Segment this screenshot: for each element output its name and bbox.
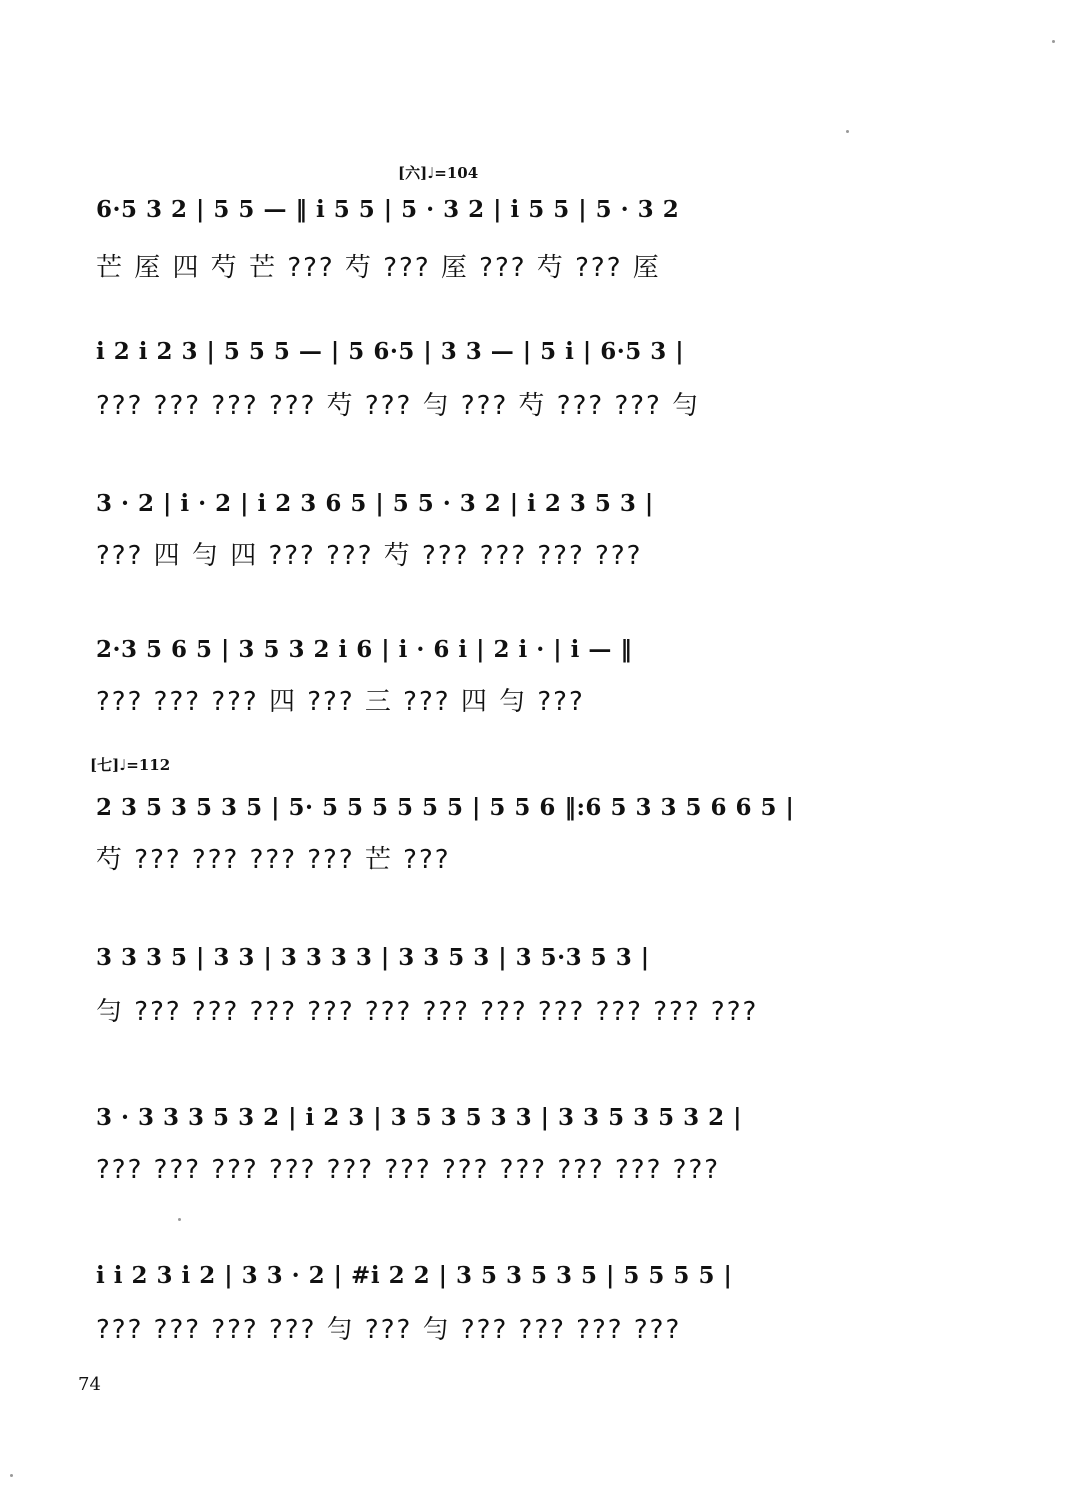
notation-line-1: 6·5 3 2 | 5 5 — ‖ i 5 5 | 5 · 3 2 | i 5 5 | 5 · 3 2 <box>96 196 680 223</box>
notation-line-4: 2·3 5 6 5 | 3 5 3 2 i 6 | i · 6 i | 2 i · | i — ‖ <box>96 636 633 663</box>
tablature-line-8: ??? ??? ??? ??? 勻 ??? 勻 ??? ??? ??? ??? <box>96 1315 682 1345</box>
scan-speck <box>10 1474 13 1477</box>
page-number: 74 <box>78 1374 101 1395</box>
scan-speck <box>1052 40 1055 43</box>
notation-line-2: i 2 i 2 3 | 5 5 5 — | 5 6·5 | 3 3 — | 5 i | 6·5 3 | <box>96 338 685 365</box>
section-marker-7: [七]♩=112 <box>90 756 171 774</box>
scan-speck <box>846 130 849 133</box>
notation-line-8: i i 2 3 i 2 | 3 3 · 2 | #i 2 2 | 3 5 3 5 3 5 | 5 5 5 5 | <box>96 1262 733 1289</box>
tablature-line-7: ??? ??? ??? ??? ??? ??? ??? ??? ??? ??? ??? <box>96 1155 721 1185</box>
notation-line-6: 3 3 3 5 | 3 3 | 3 3 3 3 | 3 3 5 3 | 3 5·3 5 3 | <box>96 944 650 971</box>
tablature-line-3: ??? 四 勻 四 ??? ??? 芍 ??? ??? ??? ??? <box>96 541 643 571</box>
tablature-line-1: 芒 厔 四 芍 芒 ??? 芍 ??? 厔 ??? 芍 ??? 厔 <box>96 253 661 283</box>
tablature-line-2: ??? ??? ??? ??? 芍 ??? 勻 ??? 芍 ??? ??? 勻 <box>96 391 701 421</box>
notation-line-5: 2 3 5 3 5 3 5 | 5· 5 5 5 5 5 5 | 5 5 6 ‖:6 5 3 3 5 6 6 5 | <box>96 794 795 821</box>
tablature-line-6: 勻 ??? ??? ??? ??? ??? ??? ??? ??? ??? ??? ??? <box>96 997 759 1027</box>
tablature-line-5: 芍 ??? ??? ??? ??? 芒 ??? <box>96 845 451 875</box>
notation-line-7: 3 · 3 3 3 5 3 2 | i 2 3 | 3 5 3 5 3 3 | 3 3 5 3 5 3 2 | <box>96 1104 742 1131</box>
tablature-line-4: ??? ??? ??? 四 ??? 三 ??? 四 勻 ??? <box>96 687 585 717</box>
scan-speck <box>178 1218 181 1221</box>
notation-line-3: 3 · 2 | i · 2 | i 2 3 6 5 | 5 5 · 3 2 | i 2 3 5 3 | <box>96 490 654 517</box>
section-marker-6: [六]♩=104 <box>398 164 479 182</box>
